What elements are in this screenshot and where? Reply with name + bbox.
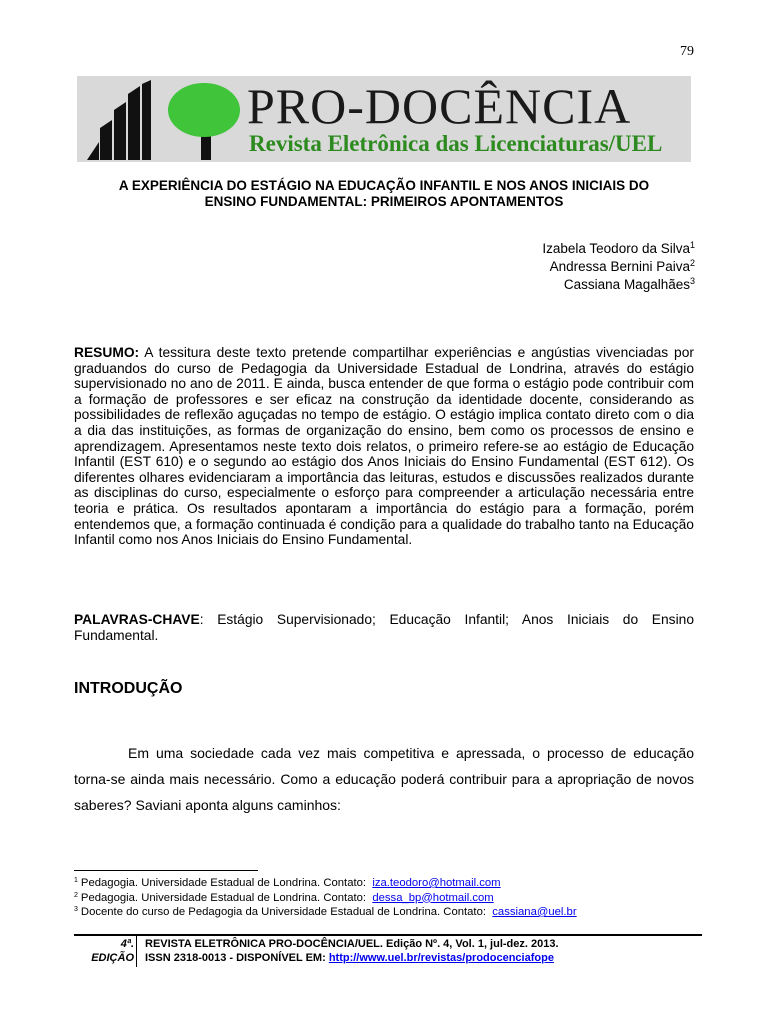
footer-edition: 4ª. EDIÇÃO (91, 938, 134, 964)
footer-availability-line: ISSN 2318-0013 - DISPONÍVEL EM: http://www.uel.br/revistas/prodocenciafope (145, 952, 554, 964)
footer-journal-line: REVISTA ELETRÔNICA PRO-DOCÊNCIA/UEL. Edição Nº. 4, Vol. 1, jul-dez. 2013. (145, 938, 559, 950)
journal-name: PRO-DOCÊNCIA (247, 78, 632, 134)
keywords-text: : Estágio Supervisionado; Educação Infantil; Anos Iniciais do Ensino Fundamental. (74, 612, 694, 643)
author: Izabela Teodoro da Silva$^1$ (542, 240, 695, 256)
article-title (77, 178, 691, 210)
author: Cassiana Magalhães$^3$ (563, 276, 695, 292)
footnote-email-link[interactable]: dessa_bp@hotmail.com (372, 891, 494, 904)
abstract (74, 345, 694, 548)
abstract-label: RESUMO: (74, 345, 140, 360)
author: Andressa Bernini Paiva$^2$ (549, 258, 695, 274)
keywords (74, 612, 694, 643)
footnote-ref: 3 (689, 276, 695, 286)
article-title-line: ENSINO FUNDAMENTAL: PRIMEIROS APONTAMENTOS (204, 194, 564, 209)
body-paragraph: Em uma sociedade cada vez mais competitiva e apressada, o processo de educação torna-se ainda mais necessário. Como a educação poderá contribuir para a apropriação de novos saberes? Saviani aponta alguns caminhos: (74, 745, 694, 813)
footnotes (74, 876, 577, 920)
footnote-email-link[interactable]: iza.teodoro@hotmail.com (372, 877, 501, 889)
footer-separator (136, 935, 137, 967)
footnote: $^3$ Docente do curso de Pedagogia da Universidade Estadual de Londrina. Contato: cassiana@uel.br (74, 906, 577, 918)
journal-banner (77, 76, 691, 162)
article-title-line: A EXPERIÊNCIA DO ESTÁGIO NA EDUCAÇÃO INFANTIL E NOS ANOS INICIAIS DO (118, 178, 650, 193)
author-list (542, 240, 695, 294)
section-heading-introduction: INTRODUÇÃO (74, 680, 183, 697)
tree-bars-logo-icon (87, 80, 243, 160)
footnote-ref: 1 (689, 240, 695, 250)
page-number: 79 (680, 44, 694, 59)
journal-subtitle: Revista Eletrônica das Licenciaturas/UEL (249, 131, 663, 156)
footnote-divider (74, 870, 258, 871)
footer-citation (145, 937, 559, 965)
keywords-label: PALAVRAS-CHAVE (74, 612, 200, 627)
footer-divider (74, 934, 702, 936)
footnote-email-link[interactable]: cassiana@uel.br (492, 906, 577, 918)
footnote: $^2$ Pedagogia. Universidade Estadual de Londrina. Contato: dessa_bp@hotmail.com (74, 891, 494, 904)
footer-url-link[interactable]: http://www.uel.br/revistas/prodocenciafope (328, 952, 554, 964)
footnote: $^1$ Pedagogia. Universidade Estadual de Londrina. Contato: iza.teodoro@hotmail.com (74, 877, 501, 889)
abstract-text: A tessitura deste texto pretende compartilhar experiências e angústias vivenciadas por graduandos do curso de Pedagogia da Universidade Estadual de Londrina, através do estágio supervisionado no ano de 2011. E ainda, busca entender de que forma o estágio pode contribuir com a formação de professores e ser eficaz na construção da identidade docente, considerando as possibilidades de reflexão aguçadas no tempo de estágio. O estágio implica contato direto com o dia a dia das instituições, as formas de organização do ensino, bem como os processos de ensino e aprendizagem. Apresentamos neste texto dois relatos, o primeiro refere-se ao estágio de Educação Infantil (EST 610) e o segundo ao estágio dos Anos Iniciais do Ensino Fundamental (EST 612). Os diferentes olhares evidenciaram a importância das leituras, estudos e discussões realizados durante as disciplinas do curso, especialmente o esforço para compreender a articulação necessária entre teoria e prática. Os resultados apontaram a importância do estágio para a formação, porém entendemos que, a formação continuada é condição para a qualidade do trabalho tanto na Educação Infantil como nos Anos Iniciais do Ensino Fundamental. (74, 345, 694, 548)
footnote-ref: 2 (689, 258, 695, 268)
